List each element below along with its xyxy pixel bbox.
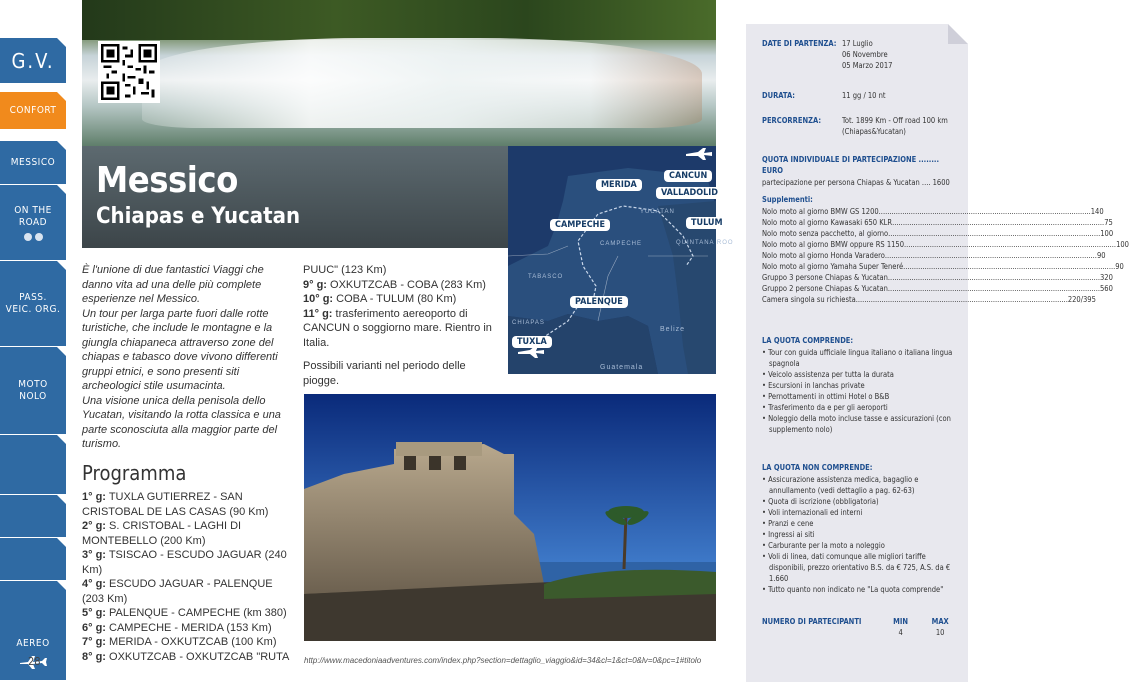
rating-dots-icon <box>24 233 43 241</box>
tab-on-the-road-label-2: ROAD <box>18 216 48 228</box>
tab-moto-nolo[interactable] <box>0 347 66 435</box>
tab-confort-label: CONFORT <box>9 104 57 116</box>
duration-label: DURATA: <box>762 91 795 100</box>
excludes-section <box>762 462 960 595</box>
supplement-value: 75 <box>1104 218 1113 227</box>
map-label-valladolid: VALLADOLID <box>656 187 723 199</box>
includes-section <box>762 335 960 435</box>
day-label: 1° g: <box>82 491 106 503</box>
supplement-row <box>762 261 1124 272</box>
supplement-value: 100 <box>1100 229 1114 238</box>
program-day-7 <box>82 635 297 650</box>
program-day-6 <box>82 621 297 636</box>
program-day-4 <box>82 577 297 606</box>
supplement-label: Gruppo 2 persone Chiapas & Yucatan <box>762 284 888 293</box>
map-label-tuxla: TUXLA <box>512 336 552 348</box>
source-url[interactable]: http://www.macedoniaadventures.com/index.php?section=dettaglio_viaggio&id=34&cl=1&ct=0&lv=0&pc=1#titolo <box>304 656 702 665</box>
intro-text <box>82 263 292 452</box>
program-list <box>82 490 297 664</box>
map-region-yucatan: YUCATAN <box>640 209 675 215</box>
supplement-value: 100 <box>1116 240 1129 249</box>
list-item: • Carburante per la moto a noleggio <box>762 540 960 551</box>
day-label: 2° g: <box>82 520 106 532</box>
tab-gv-label: G.V. <box>11 48 55 73</box>
program-day-10 <box>303 292 503 307</box>
map-region-belize: Belize <box>660 326 686 333</box>
info-panel <box>746 24 1129 682</box>
list-item: • Trasferimento da e per gli aeroporti <box>762 402 960 413</box>
list-item: • Tour con guida ufficiale lingua italiano o italiana lingua spagnola <box>762 347 960 369</box>
departure-dates-label: DATE DI PARTENZA: <box>762 39 837 48</box>
day-text: trasferimento aereoporto di CANCUN o soggiorno mare. Rientro in Italia. <box>303 307 492 349</box>
program-note: Possibili varianti nel periodo delle piogge. <box>303 360 466 387</box>
list-item: • Pranzi e cene <box>762 518 960 529</box>
supplement-row <box>762 283 1113 294</box>
supplement-row <box>762 217 1113 228</box>
supplement-label: Nolo moto al giorno BMW oppure RS 1150 <box>762 240 904 249</box>
list-item: • Quota di iscrizione (obbligatoria) <box>762 496 960 507</box>
supplement-label: Nolo moto al giorno Honda Varadero <box>762 251 885 260</box>
intro-paragraph-2: Un tour per larga parte fuori dalle rotte turistiche, che include le montagne e la giungla chiapaneca attraverso zone del chiapas e tabasco dove vivono differenti gruppi etnici, e sono presenti siti archeologici stile usumacinta. <box>82 307 278 392</box>
participants-section <box>762 616 960 638</box>
departure-date-3: 05 Marzo 2017 <box>842 61 893 70</box>
supplement-label: Nolo moto al giorno Kawasaki 650 KLR <box>762 218 893 227</box>
program-day-3 <box>82 548 297 577</box>
day-text: TSISCAO - ESCUDO JAGUAR (240 Km) <box>82 549 287 576</box>
day-text: ESCUDO JAGUAR - PALENQUE (203 Km) <box>82 578 273 605</box>
map-label-cancun: CANCUN <box>664 170 712 182</box>
departure-date-2: 06 Novembre <box>842 50 888 59</box>
distance-value: Tot. 1899 Km - Off road 100 km (Chiapas&Yucatan) <box>842 116 948 136</box>
supplements-section <box>762 194 1129 305</box>
hero-waterfall-photo <box>82 0 716 146</box>
list-item: • Tutto quanto non indicato ne "La quota comprende" <box>762 584 960 595</box>
supplement-value: 320 <box>1100 273 1113 282</box>
supplement-row <box>762 206 1104 217</box>
supplement-row <box>762 272 1113 283</box>
max-label: MAX <box>931 617 949 626</box>
day-label: 7° g: <box>82 636 106 648</box>
program-day-9 <box>303 278 503 293</box>
tab-aereo-label: AEREO <box>16 638 50 649</box>
list-item: • Voli internazionali ed interni <box>762 507 960 518</box>
max-value: 10 <box>935 628 945 637</box>
departure-dates <box>762 38 960 71</box>
duration-value: 11 gg / 10 nt <box>842 91 886 100</box>
qr-code-icon[interactable] <box>98 41 160 103</box>
supplement-row <box>762 294 1096 305</box>
map-label-tulum: TULUM <box>686 217 728 229</box>
duration <box>762 90 960 101</box>
supplement-value: 90 <box>1096 251 1106 260</box>
program-day-1 <box>82 490 297 519</box>
supplement-row <box>762 250 1106 261</box>
day-label: 6° g: <box>82 621 106 634</box>
day-text: OXKUTZCAB - COBA (283 Km) <box>330 278 486 291</box>
day-text: PALENQUE - CAMPECHE (km 380) <box>109 607 287 619</box>
excludes-title: LA QUOTA NON COMPRENDE: <box>762 463 873 472</box>
supplement-value: 90 <box>1115 262 1124 271</box>
tab-blank-2[interactable] <box>0 495 66 538</box>
map-region-campeche: CAMPECHE <box>600 241 643 247</box>
tab-pass-label-2: VEIC. ORG. <box>5 303 61 315</box>
day-text: OXKUTZCAB - OXKUTZCAB "RUTA <box>109 650 290 663</box>
supplement-label: Nolo moto al giorno BMW GS 1200 <box>762 207 879 216</box>
map-label-palenque: PALENQUE <box>570 296 628 308</box>
supplement-row <box>762 239 1129 250</box>
supplement-value: 560 <box>1100 284 1113 293</box>
day-label: 5° g: <box>82 607 106 619</box>
list-item: • Escursioni in lanchas private <box>762 380 960 391</box>
intro-paragraph-3: Una visione unica della penisola dello Yucatan, visitando la rotta classica e una parte sconosciuta alla maggior parte del turismo. <box>82 394 281 450</box>
tab-moto-label-2: NOLO <box>19 390 47 402</box>
program-continuation <box>303 263 503 388</box>
tab-blank-3[interactable] <box>0 538 66 581</box>
includes-list <box>762 347 960 435</box>
program-day-11 <box>303 307 503 351</box>
program-title: Programma <box>82 461 187 485</box>
route-map <box>508 146 734 374</box>
list-item: • Noleggio della moto incluse tasse e assicurazioni (con supplemento nolo) <box>762 413 960 435</box>
page-subtitle: Chiapas e Yucatan <box>96 204 301 229</box>
tab-moto-label-1: MOTO <box>18 378 48 390</box>
tab-messico-label: MESSICO <box>10 156 56 168</box>
excludes-list <box>762 474 960 595</box>
list-item: • Assicurazione assistenza medica, bagaglio e annullamento (vedi dettaglio a pag. 62-63) <box>762 474 960 496</box>
page-title: Messico <box>96 160 238 201</box>
ruins-graphic <box>304 394 716 641</box>
supplement-label: Nolo moto senza pacchetto, al giorno <box>762 229 889 238</box>
tab-pass-veic-org[interactable] <box>0 261 66 347</box>
supplement-label: Camera singola su richiesta <box>762 295 856 304</box>
supplement-value: 140 <box>1090 207 1104 216</box>
program-day-2 <box>82 519 297 548</box>
tab-on-the-road-label-1: ON THE <box>14 204 52 216</box>
quota-text: partecipazione per persona Chiapas & Yucatan .... 1600 <box>762 178 950 187</box>
supplement-label: Nolo moto al giorno Yamaha Super Teneré <box>762 262 904 271</box>
day-label: 4° g: <box>82 578 106 590</box>
day-label: 3° g: <box>82 549 106 561</box>
quota-section <box>762 154 960 188</box>
tab-gv[interactable] <box>0 38 66 84</box>
tab-on-the-road[interactable] <box>0 185 66 261</box>
supplement-row <box>762 228 1114 239</box>
day-label: 11° g: <box>303 307 333 320</box>
program-continuation-line: PUUC" (123 Km) <box>303 264 387 276</box>
includes-title: LA QUOTA COMPRENDE: <box>762 336 854 345</box>
list-item: • Voli di linea, dati comunque alle migliori tariffe disponibili, prezzo orientativo B.S. da € 725, A.S. da € 1.660 <box>762 551 960 584</box>
list-item: • Ingressi ai siti <box>762 529 960 540</box>
list-item: • Pernottamenti in ottimi Hotel o B&B <box>762 391 960 402</box>
tulum-ruins-photo <box>304 394 716 641</box>
departure-date-1: 17 Luglio <box>842 39 873 48</box>
map-region-tabasco: TABASCO <box>528 274 564 280</box>
day-text: MERIDA - OXKUTZCAB (100 Km) <box>109 636 277 648</box>
map-label-merida: MERIDA <box>596 179 642 191</box>
day-text: TUXLA GUTIERREZ - SAN CRISTOBAL DE LAS CASAS (90 Km) <box>82 491 269 518</box>
supplement-value: 220/395 <box>1067 295 1096 304</box>
day-label: 10° g: <box>303 293 334 305</box>
supplement-label: Gruppo 3 persone Chiapas & Yucatan <box>762 273 888 282</box>
program-day-5 <box>82 606 297 621</box>
quota-title: QUOTA INDIVIDUALE DI PARTECIPAZIONE ........ EURO <box>762 155 940 175</box>
distance <box>762 115 960 137</box>
map-region-chiapas: CHIAPAS <box>512 320 545 326</box>
day-label: 8° g: <box>82 650 106 663</box>
day-label: 9° g: <box>303 278 327 291</box>
min-label: MIN <box>893 617 909 626</box>
tab-confort[interactable] <box>0 92 66 130</box>
intro-paragraph-1: È l'unione di due fantastici Viaggi che danno vita ad una delle più complete esperienze nel Messico. <box>82 264 264 305</box>
program-day-8 <box>82 650 297 665</box>
map-region-guatemala: Guatemala <box>600 364 644 371</box>
page-number: 28 <box>28 655 41 668</box>
day-text: S. CRISTOBAL - LAGHI DI MONTEBELLO (200 Km) <box>82 520 242 547</box>
tab-pass-label-1: PASS. <box>19 291 47 303</box>
min-value: 4 <box>898 628 903 637</box>
title-band <box>82 146 508 248</box>
day-text: CAMPECHE - MERIDA (153 Km) <box>109 621 272 634</box>
day-text: COBA - TULUM (80 Km) <box>336 293 457 305</box>
map-region-quintana-roo: QUINTANA ROO <box>676 240 734 246</box>
participants-label: NUMERO DI PARTECIPANTI <box>762 617 862 626</box>
tab-blank-1[interactable] <box>0 435 66 495</box>
list-item: • Veicolo assistenza per tutta la durata <box>762 369 960 380</box>
distance-label: PERCORRENZA: <box>762 116 822 125</box>
tab-messico[interactable] <box>0 141 66 185</box>
map-label-campeche: CAMPECHE <box>550 219 610 231</box>
supplements-title: Supplementi: <box>762 195 813 204</box>
